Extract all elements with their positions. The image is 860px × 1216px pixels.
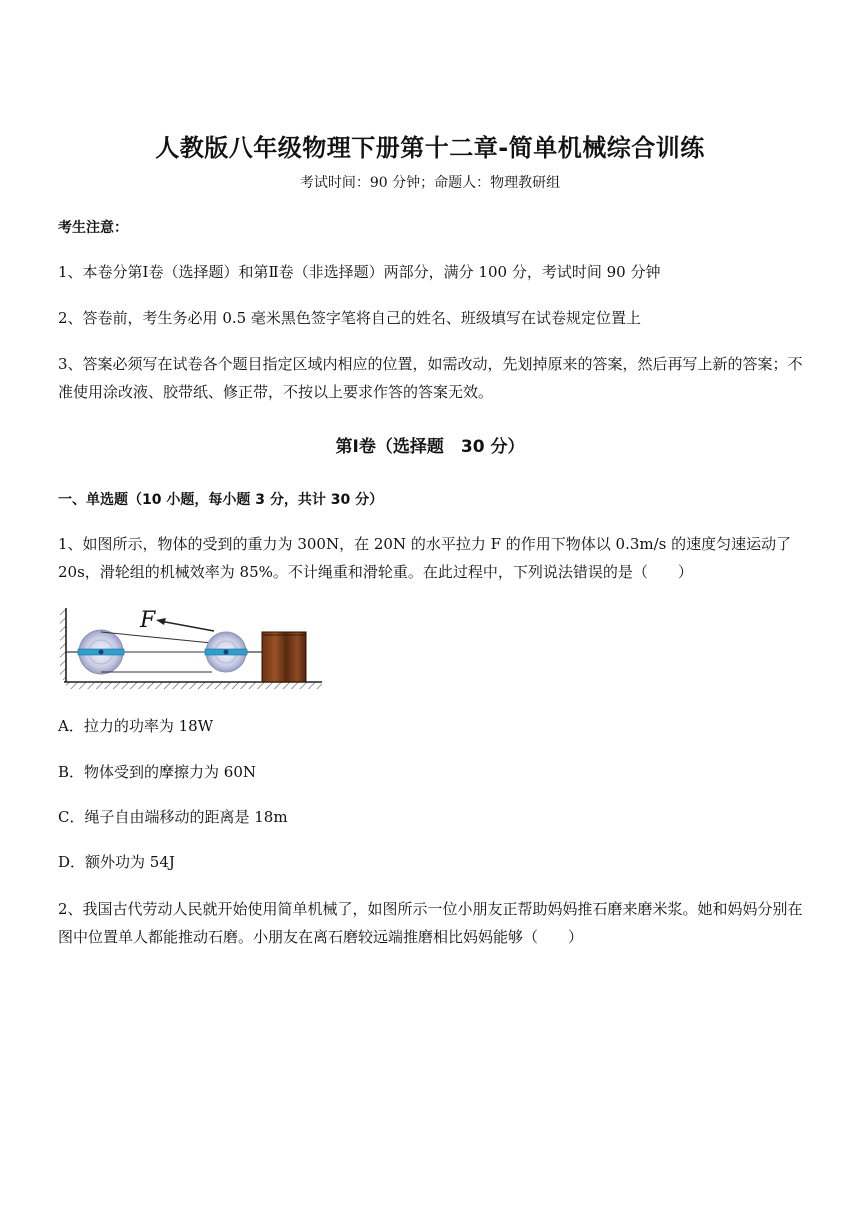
document-subtitle: 考试时间：90 分钟；命题人：物理教研组 bbox=[299, 175, 561, 191]
option-c: C．绳子自由端移动的距离是 18m bbox=[58, 808, 288, 826]
question-1-stem: 1、如图所示，物体的受到的重力为 300N，在 20N 的水平拉力 F 的作用下物体以 0.3m/s 的速度匀速运动了 20s，滑轮组的机械效率为 85%。不计绳重和滑轮重。在此过程中，下列说法错误的是（ ） bbox=[58, 535, 792, 581]
option-a: A．拉力的功率为 18W bbox=[58, 717, 214, 735]
notice-item-2: 2、答卷前，考生务必用 0.5 毫米黑色签字笔将自己的姓名、班级填写在试卷规定位置上 bbox=[58, 309, 641, 327]
pulley-figure bbox=[60, 606, 326, 690]
wall-hatch bbox=[60, 608, 66, 680]
section-title: 第Ⅰ卷（选择题 30 分） bbox=[335, 437, 525, 457]
force-arrowhead bbox=[156, 618, 166, 625]
option-d: D．额外功为 54J bbox=[58, 853, 175, 871]
force-arrow-line bbox=[160, 621, 214, 631]
ground-hatch bbox=[66, 682, 322, 689]
notice-heading: 考生注意： bbox=[58, 220, 128, 236]
option-b: B．物体受到的摩擦力为 60N bbox=[58, 763, 257, 781]
wooden-block bbox=[262, 632, 306, 682]
force-label: F bbox=[140, 608, 156, 633]
pulley-diagram bbox=[60, 606, 326, 690]
part-heading: 一、单选题（10 小题，每小题 3 分，共计 30 分） bbox=[58, 492, 384, 508]
document-title: 人教版八年级物理下册第十二章-简单机械综合训练 bbox=[155, 134, 705, 162]
notice-item-3: 3、答案必须写在试卷各个题目指定区域内相应的位置，如需改动，先划掉原来的答案，然后再写上新的答案；不准使用涂改液、胶带纸、修正带，不按以上要求作答的答案无效。 bbox=[58, 355, 803, 401]
question-2-stem: 2、我国古代劳动人民就开始使用简单机械了，如图所示一位小朋友正帮助妈妈推石磨来磨米浆。她和妈妈分别在图中位置单人都能推动石磨。小朋友在离石磨较远端推磨相比妈妈能够（ ） bbox=[58, 900, 803, 946]
notice-item-1: 1、本卷分第Ⅰ卷（选择题）和第Ⅱ卷（非选择题）两部分，满分 100 分，考试时间 90 分钟 bbox=[58, 263, 661, 281]
